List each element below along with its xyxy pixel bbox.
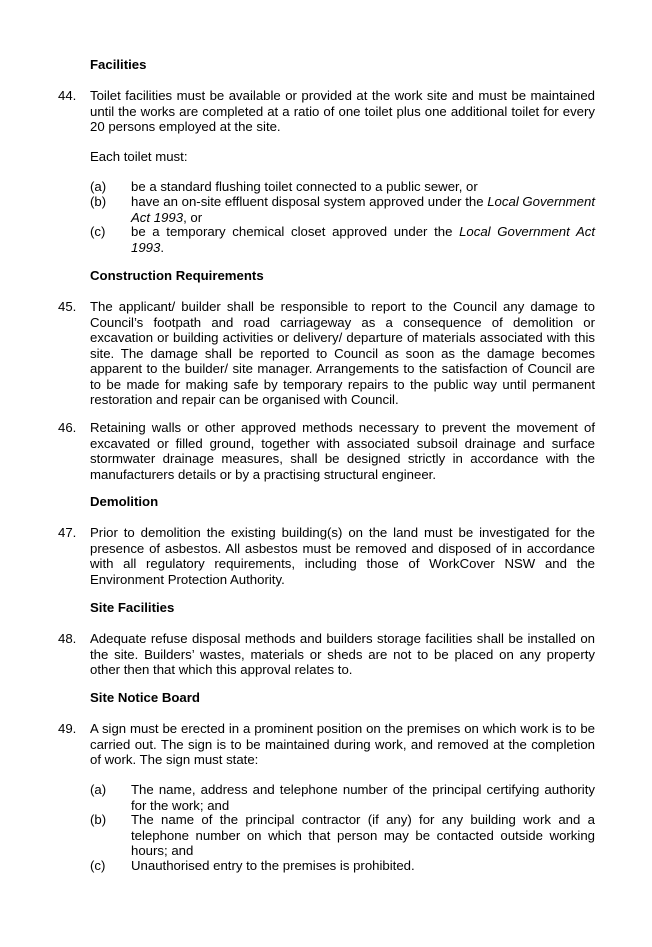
condition-text-49: A sign must be erected in a prominent position on the premises on which work is to be carried out. The sign is to be maintained during work, and removed at the completion of work. The sign must state: [90,721,595,767]
condition-number-44: 44. [58,88,77,103]
section-heading-construction: Construction Requirements [90,268,264,283]
condition-number-47: 47. [58,525,77,540]
act-name: Local Government Act 1993 [131,194,595,225]
section-heading-site-facilities: Site Facilities [90,600,175,615]
sign-item-c-label: (c) [90,858,106,873]
condition-number-46: 46. [58,420,77,435]
toilet-item-a-text: be a standard flushing toilet connected to a public sewer, or [131,179,478,194]
condition-number-49: 49. [58,721,77,736]
sign-item-b-label: (b) [90,812,107,827]
act-name: Local Government Act 1993 [131,224,596,255]
sign-item-c-text: Unauthorised entry to the premises is prohibited. [131,858,415,873]
toilet-item-b-text: have an on-site effluent disposal system approved under the Local Government Act 1993, or [131,194,595,225]
condition-number-45: 45. [58,299,77,314]
condition-number-48: 48. [58,631,77,646]
condition-text-45: The applicant/ builder shall be responsible to report to the Council any damage to Council’s footpath and road carriageway as a consequence of demolition or excavation or building activities or delivery/ departure of materials associated with this site. The damage shall be reported to Council as soon as the damage becomes apparent to the builder/ site manager. Arrangements to the satisfaction of Council are to be made for making safe by temporary repairs to the public way until permanent restoration and repair can be organised with Council. [90,299,595,407]
toilet-item-c-text: be a temporary chemical closet approved under the Local Government Act 1993. [131,224,596,255]
sign-item-b-text: The name of the principal contractor (if any) for any building work and a telephone number on which that person may be contacted outside working hours; and [131,812,595,858]
condition-text-44: Toilet facilities must be available or provided at the work site and must be maintained until the works are completed at a ratio of one toilet plus one additional toilet for every 20 persons employed at the site. [90,88,595,134]
section-heading-site-notice: Site Notice Board [90,690,200,705]
sign-item-a-label: (a) [90,782,107,797]
condition-text-47: Prior to demolition the existing building(s) on the land must be investigated for the presence of asbestos. All asbestos must be removed and disposed of in accordance with all regulatory requirements, including those of WorkCover NSW and the Environment Protection Authority. [90,525,595,587]
condition-text-48: Adequate refuse disposal methods and builders storage facilities shall be installed on the site. Builders’ wastes, materials or sheds are not to be placed on any property other then that which this approval relates to. [90,631,595,677]
toilet-item-a-label: (a) [90,179,107,194]
section-heading-facilities: Facilities [90,57,147,72]
toilet-item-b-label: (b) [90,194,107,209]
condition-text-46: Retaining walls or other approved methods necessary to prevent the movement of excavated or filled ground, together with associated subsoil drainage and surface stormwater drainage measures, shall be designed strictly in accordance with the manufacturers details or by a practising structural engineer. [90,420,595,482]
sign-item-a-text: The name, address and telephone number of the principal certifying authority for the work; and [131,782,595,813]
toilet-lead-in: Each toilet must: [90,149,188,164]
toilet-item-c-label: (c) [90,224,106,239]
section-heading-demolition: Demolition [90,494,159,509]
